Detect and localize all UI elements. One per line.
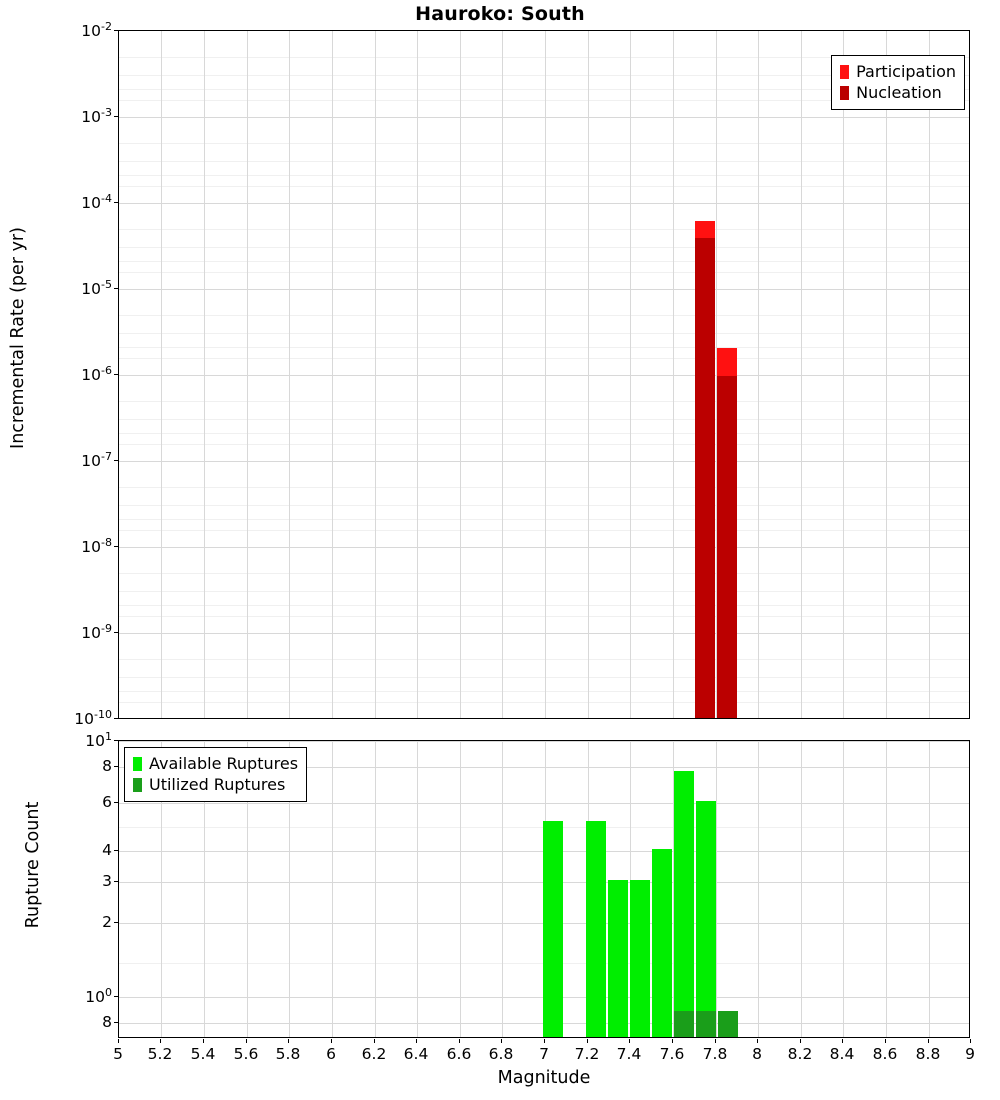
legend-rupture-count — [124, 747, 307, 802]
bar-available-7.55 — [652, 849, 672, 1037]
xtick-14: 7.8 — [702, 1045, 728, 1063]
xtick-8: 6.6 — [446, 1045, 472, 1063]
bar-available-7.65 — [674, 771, 694, 1037]
ytick-top-8: $10^{-10}$ — [74, 707, 112, 729]
ytick-bottom-7: 8 — [102, 1013, 112, 1031]
xtick-15: 8 — [752, 1045, 762, 1063]
xtick-16: 8.2 — [787, 1045, 813, 1063]
ytick-top-6: $10^{-8}$ — [81, 535, 112, 557]
ytick-top-4: $10^{-6}$ — [81, 363, 112, 385]
bar-nucleation-7.75 — [695, 238, 715, 718]
participation-swatch-icon — [840, 65, 849, 79]
xtick-17: 8.4 — [829, 1045, 855, 1063]
ylabel-incremental-rate: Incremental Rate (per yr) — [8, 227, 28, 449]
xtick-4: 5.8 — [275, 1045, 301, 1063]
xlabel-magnitude: Magnitude — [497, 1068, 591, 1088]
ytick-bottom-0: $10^1$ — [85, 729, 112, 751]
utilized-ruptures-swatch-icon — [133, 778, 142, 792]
legend-item-nucleation — [840, 82, 956, 103]
xtick-11: 7.2 — [574, 1045, 600, 1063]
ytick-bottom-2: 6 — [102, 793, 112, 811]
ylabel-rupture-count: Rupture Count — [23, 801, 43, 929]
ytick-top-7: $10^{-9}$ — [81, 621, 112, 643]
xtick-3: 5.6 — [233, 1045, 259, 1063]
bar-available-7.25 — [586, 821, 606, 1037]
bar-nucleation-7.85 — [717, 376, 737, 718]
ytick-top-5: $10^{-7}$ — [81, 449, 112, 471]
xtick-5: 6 — [326, 1045, 336, 1063]
xtick-20: 9 — [965, 1045, 975, 1063]
bar-available-7.75 — [696, 801, 716, 1037]
ytick-bottom-4: 3 — [102, 872, 112, 890]
xtick-18: 8.6 — [872, 1045, 898, 1063]
xtick-13: 7.6 — [659, 1045, 685, 1063]
xtick-10: 7 — [539, 1045, 549, 1063]
ytick-top-0: $10^{-2}$ — [81, 19, 112, 41]
ytick-top-3: $10^{-5}$ — [81, 277, 112, 299]
legend-label-available-ruptures: Available Ruptures — [149, 753, 299, 773]
ytick-top-1: $10^{-3}$ — [81, 105, 112, 127]
legend-item-participation — [840, 61, 956, 82]
xtick-1: 5.2 — [147, 1045, 173, 1063]
xtick-7: 6.4 — [403, 1045, 429, 1063]
xtick-9: 6.8 — [488, 1045, 514, 1063]
ytick-bottom-1: 8 — [102, 757, 112, 775]
bar-available-7.05 — [543, 821, 563, 1037]
legend-incremental-rate — [831, 55, 965, 110]
nucleation-swatch-icon — [840, 86, 849, 100]
xtick-19: 8.8 — [915, 1045, 941, 1063]
xtick-2: 5.4 — [190, 1045, 216, 1063]
bar-available-7.45 — [630, 880, 650, 1037]
bar-utilized-7.75 — [696, 1011, 716, 1037]
xtick-12: 7.4 — [616, 1045, 642, 1063]
legend-item-available-ruptures — [133, 753, 298, 774]
bar-utilized-7.65 — [674, 1011, 694, 1037]
ytick-bottom-3: 4 — [102, 841, 112, 859]
ytick-bottom-6: $10^0$ — [85, 985, 112, 1007]
ytick-top-2: $10^{-4}$ — [81, 191, 112, 213]
xtick-6: 6.2 — [361, 1045, 387, 1063]
available-ruptures-swatch-icon — [133, 757, 142, 771]
incremental-rate-plot-area — [118, 30, 970, 719]
legend-label-utilized-ruptures: Utilized Ruptures — [149, 774, 286, 794]
bar-available-7.35 — [608, 880, 628, 1037]
page-title: Hauroko: South — [415, 3, 585, 25]
bar-utilized-7.85 — [718, 1011, 738, 1037]
ytick-bottom-5: 2 — [102, 913, 112, 931]
legend-label-nucleation: Nucleation — [856, 82, 942, 102]
rupture-count-plot-area — [118, 740, 970, 1038]
legend-item-utilized-ruptures — [133, 774, 298, 795]
xtick-0: 5 — [113, 1045, 123, 1063]
legend-label-participation: Participation — [856, 61, 956, 81]
